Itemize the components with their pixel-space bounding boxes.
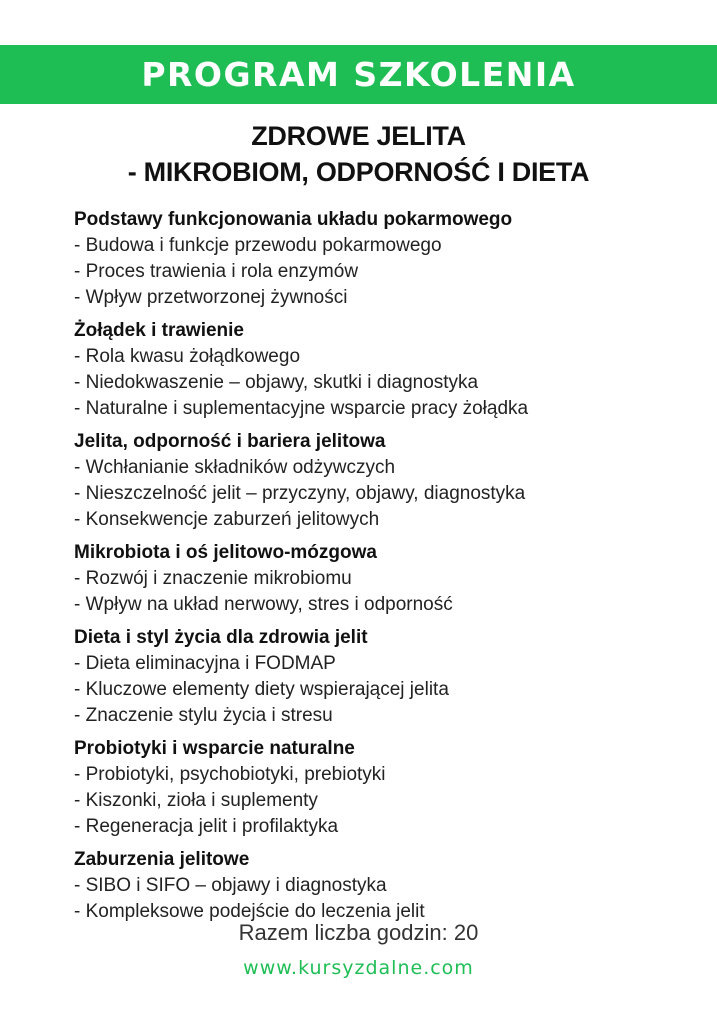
section (74, 625, 694, 729)
section-item: - Wpływ przetworzonej żywności (74, 287, 348, 308)
section-heading: Probiotyki i wsparcie naturalne (74, 738, 355, 759)
section-item: - Wpływ na układ nerwowy, stres i odporność (74, 594, 453, 615)
section-item: - Kluczowe elementy diety wspierającej jelita (74, 679, 449, 700)
section-heading: Żołądek i trawienie (74, 320, 244, 341)
total-hours: Razem liczba godzin: 20 (238, 920, 479, 945)
section-item: - SIBO i SIFO – objawy i diagnostyka (74, 875, 387, 896)
banner-title: PROGRAM SZKOLENIA (141, 55, 576, 94)
section (74, 736, 694, 840)
section (74, 318, 694, 422)
section-item: - Budowa i funkcje przewodu pokarmowego (74, 235, 442, 256)
header-banner (0, 45, 717, 104)
section-item: - Naturalne i suplementacyjne wsparcie pracy żołądka (74, 398, 529, 419)
section-item: - Probiotyki, psychobiotyki, prebiotyki (74, 764, 386, 785)
section-heading: Zaburzenia jelitowe (74, 849, 250, 870)
section-item: - Rozwój i znaczenie mikrobiomu (74, 568, 352, 589)
section-heading: Podstawy funkcjonowania układu pokarmowego (74, 209, 513, 230)
section-item: - Kiszonki, zioła i suplementy (74, 790, 318, 811)
course-title-line-2: - MIKROBIOM, ODPORNOŚĆ I DIETA (127, 157, 590, 187)
section-heading: Jelita, odporność i bariera jelitowa (74, 431, 386, 452)
section-item: - Konsekwencje zaburzeń jelitowych (74, 509, 380, 530)
section-heading: Dieta i styl życia dla zdrowia jelit (74, 627, 368, 648)
section-item: - Proces trawienia i rola enzymów (74, 261, 359, 282)
section-item: - Dieta eliminacyjna i FODMAP (74, 653, 336, 674)
section-item: - Kompleksowe podejście do leczenia jelit (74, 901, 425, 922)
section-item: - Wchłanianie składników odżywczych (74, 457, 396, 478)
section-item: - Niedokwaszenie – objawy, skutki i diagnostyka (74, 372, 479, 393)
section-heading: Mikrobiota i oś jelitowo-mózgowa (74, 542, 377, 563)
section-item: - Nieszczelność jelit – przyczyny, objawy, diagnostyka (74, 483, 526, 504)
section-item: - Regeneracja jelit i profilaktyka (74, 816, 339, 837)
section (74, 540, 694, 618)
course-title (0, 118, 717, 190)
section (74, 429, 694, 533)
section-item: - Znaczenie stylu życia i stresu (74, 705, 333, 726)
section (74, 207, 694, 311)
website-link[interactable]: www.kursyzdalne.com (243, 957, 474, 979)
program-content (74, 207, 694, 932)
section (74, 847, 694, 925)
course-title-line-1: ZDROWE JELITA (251, 121, 466, 151)
section-item: - Rola kwasu żołądkowego (74, 346, 301, 367)
